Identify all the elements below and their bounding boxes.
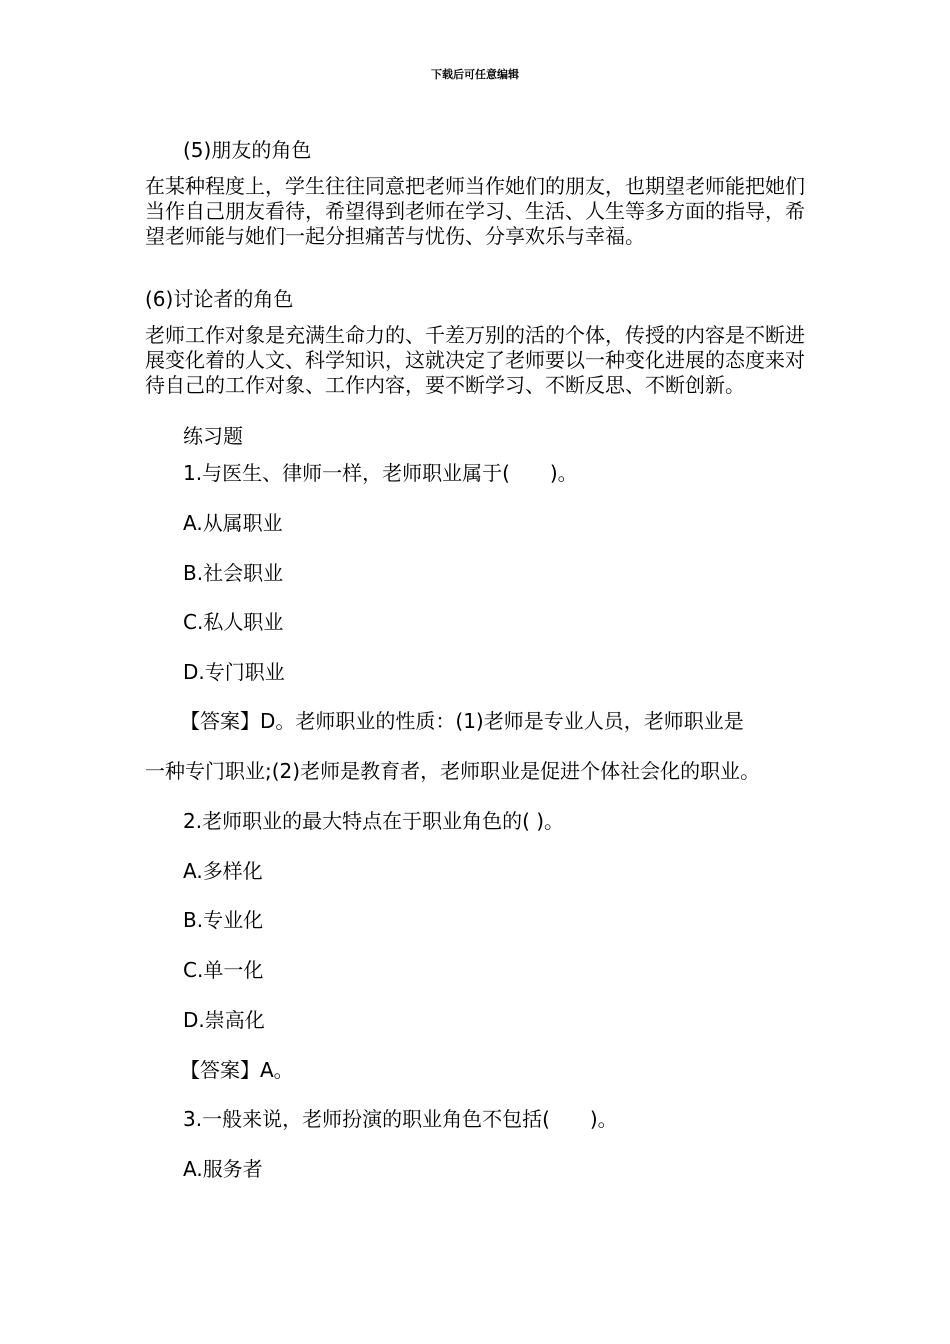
paragraph-discussant: 老师工作对象是充满生命力的、千差万别的活的个体，传授的内容是不断进展变化着的人文、科学知识，这就决定了老师要以一种变化进展的态度来对待自己的工作对象、工作内容，要不断学习、不断反思、不断创新。: [145, 323, 805, 397]
question-1-option-d: D.专门职业: [183, 660, 285, 684]
question-1-option-c: C.私人职业: [183, 610, 284, 634]
question-3-stem: 3.一般来说，老师扮演的职业角色不包括( )。: [183, 1107, 618, 1131]
question-1-answer-continued: 一种专门职业;(2)老师是教育者，老师职业是促进个体社会化的职业。: [145, 759, 761, 783]
question-2-option-b: B.专业化: [183, 908, 264, 932]
exercises-title: 练习题: [183, 424, 243, 448]
section-heading-friend: (5)朋友的角色: [183, 138, 312, 162]
question-2-answer: 【答案】A。: [180, 1058, 294, 1082]
question-2-option-d: D.崇高化: [183, 1008, 265, 1032]
page-header: 下载后可任意编辑: [431, 68, 519, 81]
question-1-option-a: A.从属职业: [183, 511, 283, 535]
question-3-option-a: A.服务者: [183, 1157, 263, 1181]
paragraph-friend: 在某种程度上，学生往往同意把老师当作她们的朋友，也期望老师能把她们当作自己朋友看待，希望得到老师在学习、生活、人生等多方面的指导，希望老师能与她们一起分担痛苦与忧伤、分享欢乐与幸福。: [145, 174, 805, 248]
question-1-answer: 【答案】D。老师职业的性质：(1)老师是专业人员，老师职业是: [180, 709, 744, 733]
question-2-option-a: A.多样化: [183, 859, 263, 883]
question-1-option-b: B.社会职业: [183, 561, 284, 585]
question-2-stem: 2.老师职业的最大特点在于职业角色的( )。: [183, 809, 565, 833]
question-1-stem: 1.与医生、律师一样，老师职业属于( )。: [183, 461, 578, 485]
section-heading-discussant: (6)讨论者的角色: [145, 287, 294, 311]
question-2-option-c: C.单一化: [183, 958, 264, 982]
